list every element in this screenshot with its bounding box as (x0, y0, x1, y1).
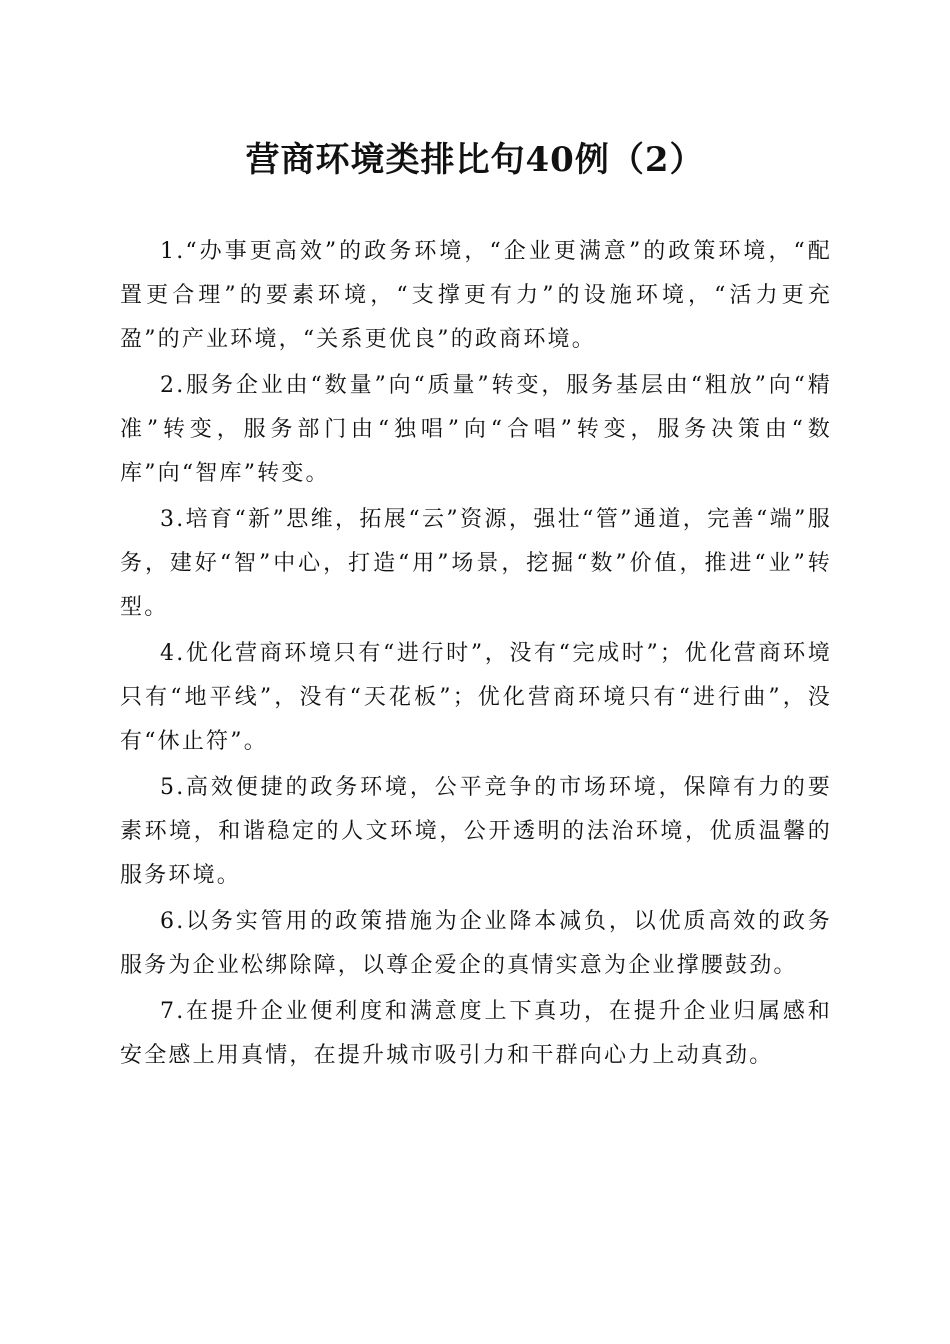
paragraph-2: 2.服务企业由“数量”向“质量”转变，服务基层由“粗放”向“精准”转变，服务部门由“独唱”向“合唱”转变，服务决策由“数库”向“智库”转变。 (120, 373, 832, 486)
document-title: 营商环境类排比句40例（2） (245, 140, 705, 180)
paragraph-1: 1.“办事更高效”的政务环境，“企业更满意”的政策环境，“配置更合理”的要素环境，“支撑更有力”的设施环境，“活力更充盈”的产业环境，“关系更优良”的政商环境。 (120, 239, 832, 352)
paragraph-6: 6.以务实管用的政策措施为企业降本减负，以优质高效的政务服务为企业松绑除障，以尊企爱企的真情实意为企业撑腰鼓劲。 (120, 909, 832, 978)
paragraph-3: 3.培育“新”思维，拓展“云”资源，强壮“管”通道，完善“端”服务，建好“智”中心，打造“用”场景，挖掘“数”价值，推进“业”转型。 (120, 507, 832, 620)
paragraph-7: 7.在提升企业便利度和满意度上下真功，在提升企业归属感和安全感上用真情，在提升城市吸引力和干群向心力上动真劲。 (120, 999, 832, 1068)
paragraph-4: 4.优化营商环境只有“进行时”，没有“完成时”；优化营商环境只有“地平线”，没有“天花板”；优化营商环境只有“进行曲”，没有“休止符”。 (120, 641, 832, 754)
paragraph-5: 5.高效便捷的政务环境，公平竞争的市场环境，保障有力的要素环境，和谐稳定的人文环境，公开透明的法治环境，优质温馨的服务环境。 (120, 775, 832, 888)
document-body (120, 230, 832, 1080)
